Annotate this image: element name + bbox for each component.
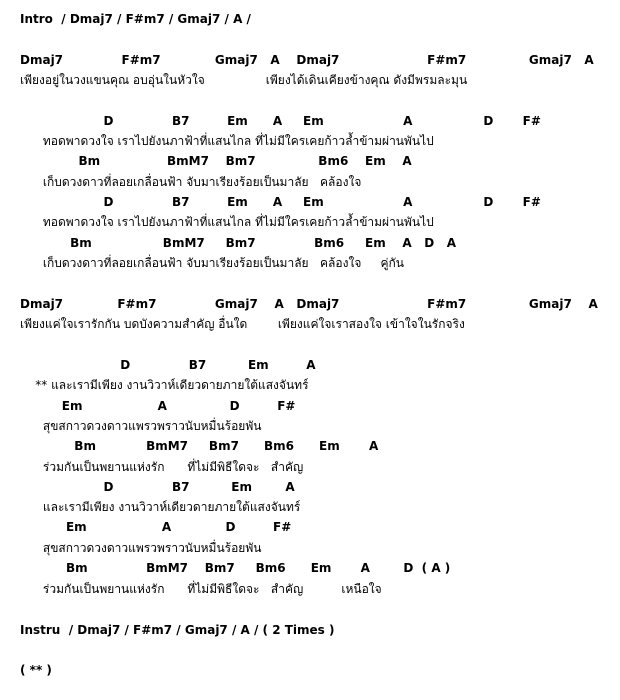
chord-line: D B7 Em A — [20, 480, 295, 494]
lyric-line: ทอดพาดวงใจ เราไปยังนภาฟ้าที่แสนไกล ที่ไม่มีใครเคยก้าวล้ำข้ามผ่านพันไป — [20, 134, 434, 148]
lyric-line: เก็บดวงดาวที่ลอยเกลื่อนฟ้า จับมาเรียงร้อยเป็นมาลัย คล้องใจ — [20, 175, 362, 189]
chord-line: D B7 Em A Em A D F# — [20, 114, 541, 128]
lyric-line: เพียงแค่ใจเรารักกัน บดบังความสำคัญ อื่นใด เพียงแค่ใจเราสองใจ เข้าใจในรักจริง — [20, 317, 465, 331]
lyric-line: ** และเรามีเพียง งานวิวาห์เดียวดายภายใต้แสงจันทร์ — [20, 378, 309, 392]
chord-line: D B7 Em A — [20, 358, 316, 372]
lyric-line: เพียงอยู่ในวงแขนคุณ อบอุ่นในหัวใจ เพียงได้เดินเคียงข้างคุณ ดังมีพรมละมุน — [20, 73, 468, 87]
instru-line: Instru / Dmaj7 / F#m7 / Gmaj7 / A / ( 2 Times ) — [20, 623, 335, 637]
chord-line: Bm BmM7 Bm7 Bm6 Em A — [20, 439, 379, 453]
lyric-line: และเรามีเพียง งานวิวาห์เดียวดายภายใต้แสงจันทร์ — [20, 500, 301, 514]
chord-line: Dmaj7 F#m7 Gmaj7 A Dmaj7 F#m7 Gmaj7 A — [20, 297, 598, 311]
intro-line: Intro / Dmaj7 / F#m7 / Gmaj7 / A / — [20, 12, 251, 26]
chord-line: D B7 Em A Em A D F# — [20, 195, 541, 209]
lyric-line: ร่วมกันเป็นพยานแห่งรัก ที่ไม่มีพิธีใดจะ สำคัญ เหนือใจ — [20, 582, 382, 596]
chord-line: Bm BmM7 Bm7 Bm6 Em A — [20, 154, 412, 168]
repeat-line: ( ** ) — [20, 663, 52, 677]
chord-line: Em A D F# — [20, 520, 292, 534]
chord-line: Em A D F# — [20, 399, 296, 413]
lyric-line: เก็บดวงดาวที่ลอยเกลื่อนฟ้า จับมาเรียงร้อยเป็นมาลัย คล้องใจ คู่กัน — [20, 256, 404, 270]
lyric-line: ร่วมกันเป็นพยานแห่งรัก ที่ไม่มีพิธีใดจะ สำคัญ — [20, 460, 304, 474]
lyric-line: สุขสกาวดวงดาวแพรวพราวนับหมื่นร้อยพัน — [20, 541, 262, 555]
chord-line: Dmaj7 F#m7 Gmaj7 A Dmaj7 F#m7 Gmaj7 A — [20, 53, 594, 67]
lyric-line: สุขสกาวดวงดาวแพรวพราวนับหมื่นร้อยพัน — [20, 419, 262, 433]
chord-line: Bm BmM7 Bm7 Bm6 Em A D ( A ) — [20, 561, 451, 575]
chord-line: Bm BmM7 Bm7 Bm6 Em A D A — [20, 236, 457, 250]
lyric-line: ทอดพาดวงใจ เราไปยังนภาฟ้าที่แสนไกล ที่ไม่มีใครเคยก้าวล้ำข้ามผ่านพันไป — [20, 215, 434, 229]
